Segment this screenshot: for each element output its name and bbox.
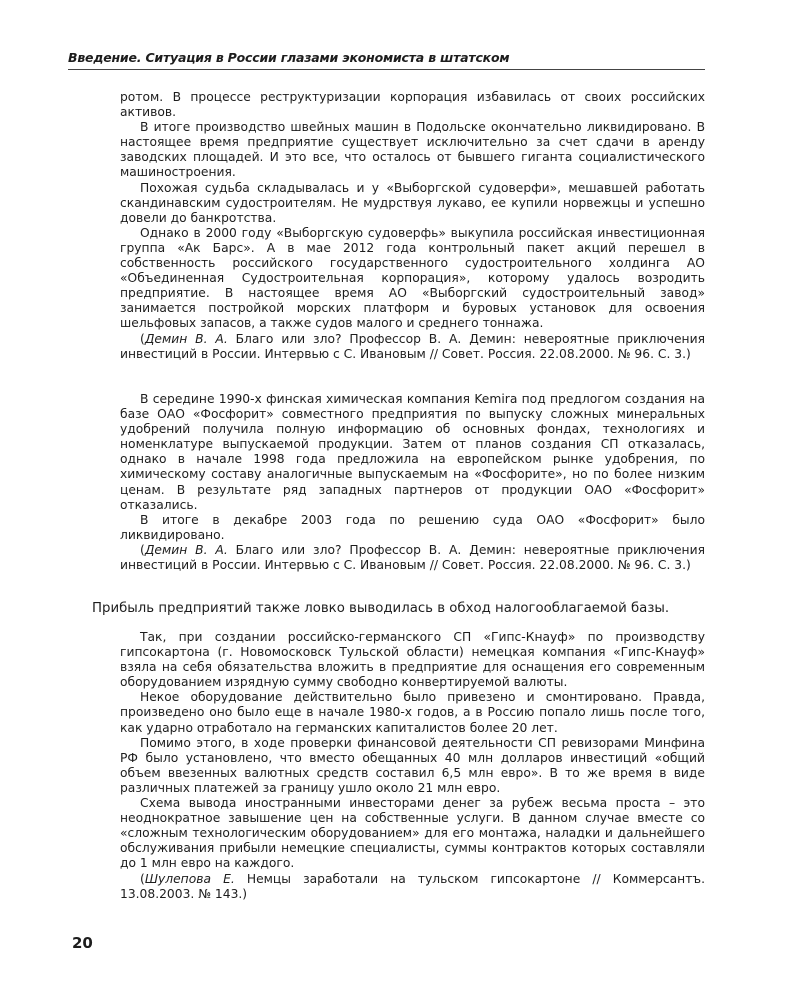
citation-author: Шулепова Е. <box>144 871 235 886</box>
quote-block-sewing-and-shipyard <box>120 90 705 362</box>
paragraph: В середине 1990-х финская химическая компания Kemira под предлогом создания на базе ОАО «Фосфорит» совместного предприятия по выпуску сложных минеральных удобрений получила полную информацию об основных фондах, технологиях и номенклатуре выпускаемой продукции. Затем от планов создания СП отказалась, однако в начале 1998 года предложила на европейском рынке удобрения, по химическому составу аналогичные выпускаемым на «Фосфорите», но по более низким ценам. В результате ряд западных партнеров от продукции ОАО «Фосфорит» отказались. <box>120 392 705 512</box>
citation-source: Немцы заработали на тульском гипсокартоне // Коммерсантъ. 13.08.2003. № 143.) <box>120 871 705 901</box>
page-number: 20 <box>72 934 93 952</box>
paragraph: Помимо этого, в ходе проверки финансовой деятельности СП ревизорами Минфина РФ было установлено, что вместо обещанных 40 млн долларов инвестиций «общий объем ввезенных валютных средств составил 6,5 млн евро». В то же время в виде различных платежей за границу ушло около 21 млн евро. <box>120 735 705 795</box>
running-header: Введение. Ситуация в России глазами экономиста в штатском <box>68 50 705 70</box>
citation-source: Благо или зло? Профессор В. А. Демин: невероятные приключения инвестиций в России. Интервью с С. Ивановым // Совет. Россия. 22.08.2000. № 96. С. 3.) <box>120 331 705 361</box>
citation: (Демин В. А. Благо или зло? Профессор В. А. Демин: невероятные приключения инвестиций в России. Интервью с С. Ивановым // Совет. Россия. 22.08.2000. № 96. С. 3.) <box>120 331 705 361</box>
paragraph: В итоге производство швейных машин в Подольске окончательно ликвидировано. В настоящее время предприятие существует исключительно за счет сдачи в аренду заводских площадей. И это все, что осталось от бывшего гиганта социалистического машиностроения. <box>120 120 705 180</box>
paragraph: Некое оборудование действительно было привезено и смонтировано. Правда, произведено оно было еще в начале 1980-х годов, а в Россию попало лишь после того, как ударно отработало на германских капиталистов более 20 лет. <box>120 690 705 735</box>
quote-block-fosforit <box>120 392 705 573</box>
citation-source: Благо или зло? Профессор В. А. Демин: невероятные приключения инвестиций в России. Интервью с С. Ивановым // Совет. Россия. 22.08.2000. № 96. С. 3.) <box>120 542 705 573</box>
main-text-paragraph: Прибыль предприятий также ловко выводилась в обход налогооблагаемой базы. <box>92 601 670 616</box>
citation: (Шулепова Е. Немцы заработали на тульском гипсокартоне // Коммерсантъ. 13.08.2003. № 143.) <box>120 871 705 901</box>
paragraph: ротом. В процессе реструктуризации корпорация избавилась от своих российских активов. <box>120 90 705 120</box>
paragraph: Похожая судьба складывалась и у «Выборгской судоверфи», мешавшей работать скандинавским судостроителям. Не мудрствуя лукаво, ее купили норвежцы и успешно довели до банкротства. <box>120 180 705 225</box>
quote-block-gips-knauf <box>120 630 705 902</box>
paragraph: Так, при создании российско-германского СП «Гипс-Кнауф» по производству гипсокартона (г. Новомосковск Тульской области) немецкая компания «Гипс-Кнауф» взяла на себя обязательства вложить в предприятие для оснащения его современным оборудованием изрядную сумму свободно конвертируемой валюты. <box>120 630 705 690</box>
citation-author: Демин В. А. <box>144 542 228 557</box>
paragraph: Схема вывода иностранными инвесторами денег за рубеж весьма проста – это неоднократное завышение цен на собственные услуги. В данном случае вместе со «сложным технологическим оборудованием» для его монтажа, наладки и дальнейшего обслуживания прибыли немецкие специалисты, суммы контрактов которых составляли до 1 млн евро на каждого. <box>120 796 705 871</box>
paragraph: В итоге в декабре 2003 года по решению суда ОАО «Фосфорит» было ликвидировано. <box>120 512 705 542</box>
citation: (Демин В. А. Благо или зло? Профессор В. А. Демин: невероятные приключения инвестиций в России. Интервью с С. Ивановым // Совет. Россия. 22.08.2000. № 96. С. 3.) <box>120 542 705 573</box>
paragraph: Однако в 2000 году «Выборгскую судоверфь» выкупила российская инвестиционная группа «Ак Барс». А в мае 2012 года контрольный пакет акций перешел в собственность российского государственного судостроительного холдинга АО «Объединенная Судостроительная корпорация», которому удалось возродить предприятие. В настоящее время АО «Выборгский судостроительный завод» занимается постройкой морских платформ и буровых установок для освоения шельфовых запасов, а также судов малого и среднего тоннажа. <box>120 225 705 331</box>
citation-author: Демин В. А. <box>144 331 228 346</box>
